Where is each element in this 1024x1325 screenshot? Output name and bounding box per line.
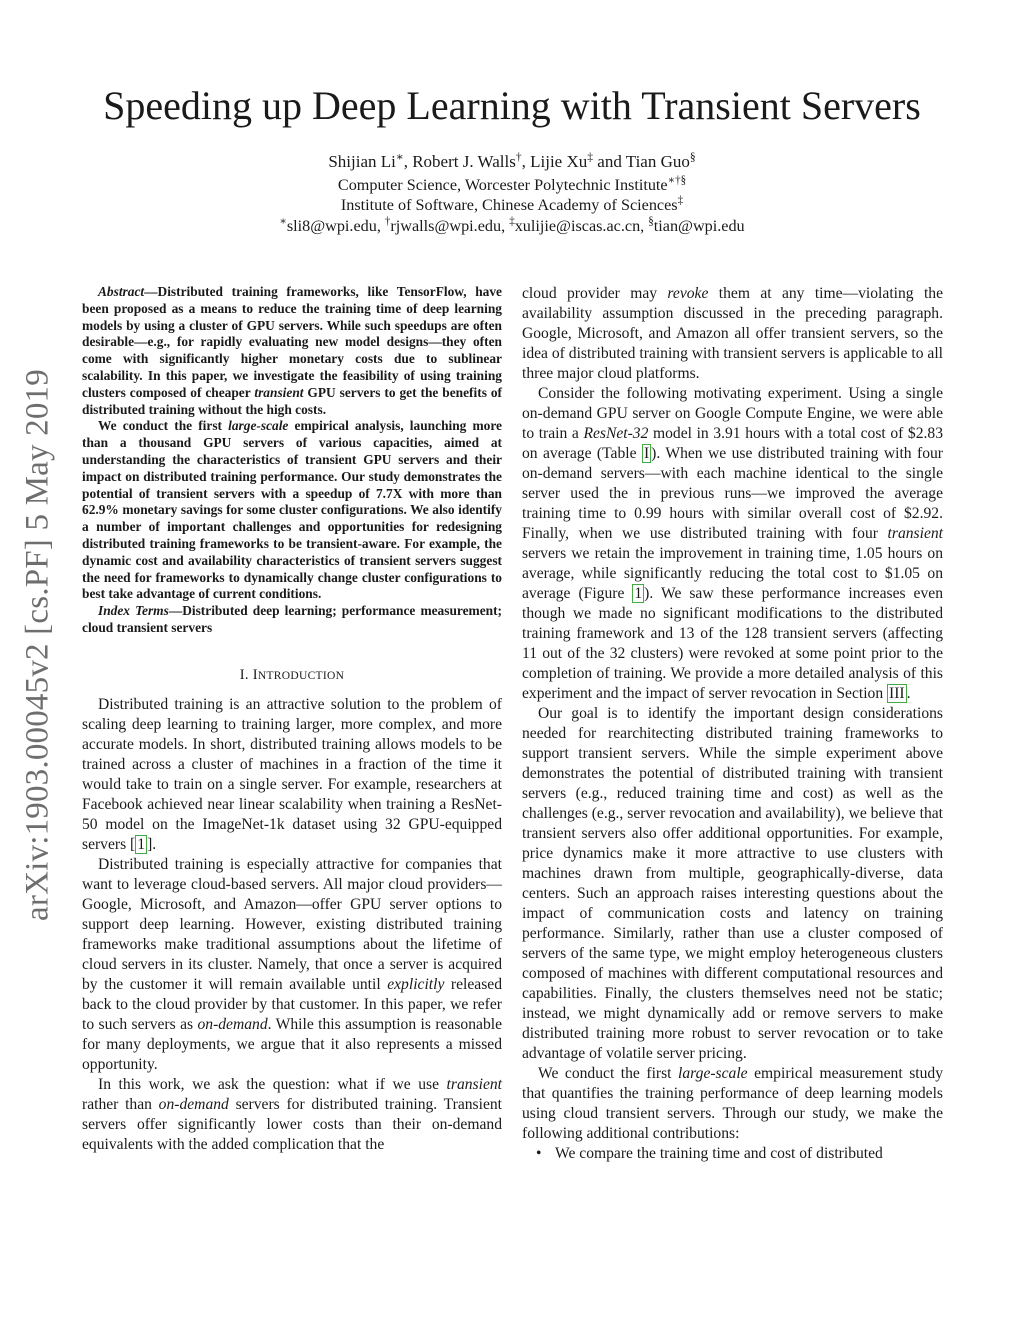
intro-right-body bbox=[522, 284, 943, 1164]
email-link[interactable]: tian@wpi.edu bbox=[653, 216, 745, 235]
paper-title: Speeding up Deep Learning with Transient Servers bbox=[103, 83, 921, 128]
email-link[interactable]: rjwalls@wpi.edu bbox=[390, 216, 502, 235]
list-item: • We compare the training time and cost of distributed bbox=[536, 1145, 883, 1162]
author-names bbox=[0, 152, 1024, 173]
bullet-icon: • bbox=[536, 1145, 542, 1162]
section-heading-introduction: I. INTRODUCTION bbox=[239, 666, 345, 683]
body-paragraph: Distributed training is an attractive solution to the problem of scaling deep learning to training larger, more complex, and more accurate models. In short, distributed training allows models to be trained across a cluster of machines in a fraction of the time it would take to train on a single server. For example, researchers at Facebook achieved near linear scalability when training a ResNet-50 model on the ImageNet-1k dataset using 32 GPU-equipped servers [ 1 ]. bbox=[82, 695, 502, 853]
author-name: Robert J. Walls bbox=[412, 152, 516, 171]
author-name: Shijian Li bbox=[328, 152, 396, 171]
arxiv-sidebar bbox=[8, 355, 68, 935]
intro-left-body bbox=[82, 695, 502, 1155]
left-column bbox=[82, 284, 502, 1155]
index-terms-label: Index Terms bbox=[98, 603, 169, 619]
author-mark: ∗ bbox=[395, 150, 404, 164]
index-terms: Index Terms—Distributed deep learning; performance measurement; cloud transient servers bbox=[82, 603, 503, 635]
affiliation-wpi: Computer Science, Worcester Polytechnic Institute∗†§ bbox=[337, 174, 687, 194]
author-name: Lijie Xu bbox=[530, 152, 588, 171]
abstract bbox=[82, 284, 502, 637]
email-link[interactable]: sli8@wpi.edu bbox=[286, 216, 377, 235]
body-paragraph: We conduct the first large-scale empirical measurement study that quantifies the training performance of deep learning models using cloud transient servers. Through our study, we make the following additional contributions: bbox=[522, 1065, 943, 1142]
affiliation-cas: Institute of Software, Chinese Academy of Sciences‡ bbox=[340, 194, 684, 214]
section-reference-link[interactable]: III bbox=[889, 685, 905, 702]
abstract-paragraph: Abstract—Distributed training frameworks, like TensorFlow, have been proposed as a means to reduce the training time of deep learning models by using a cluster of GPU servers. While such speedups are often desirable—e.g., for rapidly evaluating new model designs—they often come with significantly higher monetary costs due to sublinear scalability. In this paper, we investigate the feasibility of using training clusters composed of cheaper transient GPU servers to get the benefits of distributed training without the high costs. bbox=[82, 284, 502, 417]
body-paragraph: Our goal is to identify the important design considerations needed for rearchitecting distributed training frameworks to support transient servers. While the simple experiment above demonstrates the potential of distributed training with transient servers (e.g., reduced training time and cost) as well as the challenges (e.g., server revocation and availability), we believe that transient servers also offer additional opportunities. For example, price dynamics make it more attractive to use clusters with machines drawn from multiple, geographically-diverse, data centers. Such an approach raises interesting questions about the impact of communication costs and latency on training performance. Similarly, rather than use a cluster composed of servers of the same type, we might employ heterogeneous clusters composed of machines with different computational resources and capabilities. Finally, the clusters themselves need not be static; instead, we might dynamically add or remove servers to make distributed training more robust to server revocation or to take advantage of volatile server pricing. bbox=[522, 705, 943, 1062]
body-paragraph: Distributed training is especially attractive for companies that want to leverage cloud-based servers. All major cloud providers—Google, Microsoft, and Amazon—offer GPU server options to support deep learning. However, existing distributed training frameworks make traditional assumptions about the lifetime of cloud servers in its cluster. Namely, that once a server is acquired by the customer it will remain available until explicitly released back to the cloud provider by that customer. In this paper, we refer to such servers as on-demand. While this assumption is reasonable for many deployments, we argue that it also represents a missed opportunity. bbox=[82, 855, 502, 1073]
author-separator: , bbox=[403, 152, 413, 171]
body-paragraph: cloud provider may revoke them at any time—violating the availability assumption discussed in the preceding paragraph. Google, Microsoft, and Amazon all offer transient servers, so the idea of distributed training with transient servers is applicable to all three major cloud platforms. bbox=[522, 285, 943, 382]
citation-link[interactable]: 1 bbox=[137, 835, 146, 853]
abstract-paragraph: We conduct the first large-scale empirical analysis, launching more than a thousand GPU servers of various capacities, aimed at understanding the characteristics of transient GPU servers and their impact on distributed training performance. Our study demonstrates the potential of transient servers with a speedup of 7.7X with more than 62.9% monetary savings for some cluster configurations. We also identify a number of important challenges and opportunities for redesigning distributed training frameworks to be transient-aware. For example, the dynamic cost and availability characteristics of transient servers suggest the need for frameworks to dynamically change cluster configurations to best take advantage of current conditions. bbox=[82, 418, 502, 602]
author-emails: ∗sli8@wpi.edu, †rjwalls@wpi.edu, ‡xulijie@iscas.ac.cn, §tian@wpi.edu bbox=[279, 215, 745, 235]
right-column bbox=[522, 284, 943, 1164]
body-paragraph: In this work, we ask the question: what if we use transient rather than on-demand servers for distributed training. Transient servers offer significantly lower costs than their on-demand equivalents with the added complication that the bbox=[82, 1075, 502, 1153]
author-mark: § bbox=[689, 150, 696, 164]
table-reference-link[interactable]: I bbox=[643, 445, 650, 462]
email-link[interactable]: xulijie@iscas.ac.cn bbox=[514, 216, 641, 235]
body-paragraph: Consider the following motivating experiment. Using a single on-demand GPU server on Google Compute Engine, we were able to train a ResNet-32 model in 3.91 hours with a total cost of $2.83 on average (Table I ). When we use distributed training with four on-demand servers—with each machine identical to the single server used the in previous runs—we improved the average training time to 0.99 hours with similar overall cost of $2.92. Finally, when we use distributed training with four transient servers we retain the improvement in training time, 1.05 hours on average, while significantly reducing the total cost to $1.05 on average (Figure 1 ). We saw these performance increases even though we made no significant modifications to the distributed training framework and 13 of the 128 transient servers (affecting 11 out of the 32 clusters) were revoked at some point prior to the completion of training. We provide a more detailed analysis of this experiment and the impact of server revocation in Section III . bbox=[522, 385, 943, 702]
contributions-list bbox=[522, 1144, 943, 1164]
author-separator: , bbox=[521, 152, 531, 171]
author-block bbox=[0, 152, 1024, 236]
author-separator: and bbox=[593, 152, 626, 171]
author-name: Tian Guo bbox=[625, 152, 690, 171]
arxiv-identifier: arXiv:1903.00045v2 [cs.PF] 5 May 2019 bbox=[19, 369, 56, 921]
author-mark: ‡ bbox=[587, 150, 594, 164]
figure-reference-link[interactable]: 1 bbox=[634, 585, 643, 602]
abstract-label: Abstract bbox=[98, 284, 145, 299]
author-mark: † bbox=[515, 150, 522, 164]
